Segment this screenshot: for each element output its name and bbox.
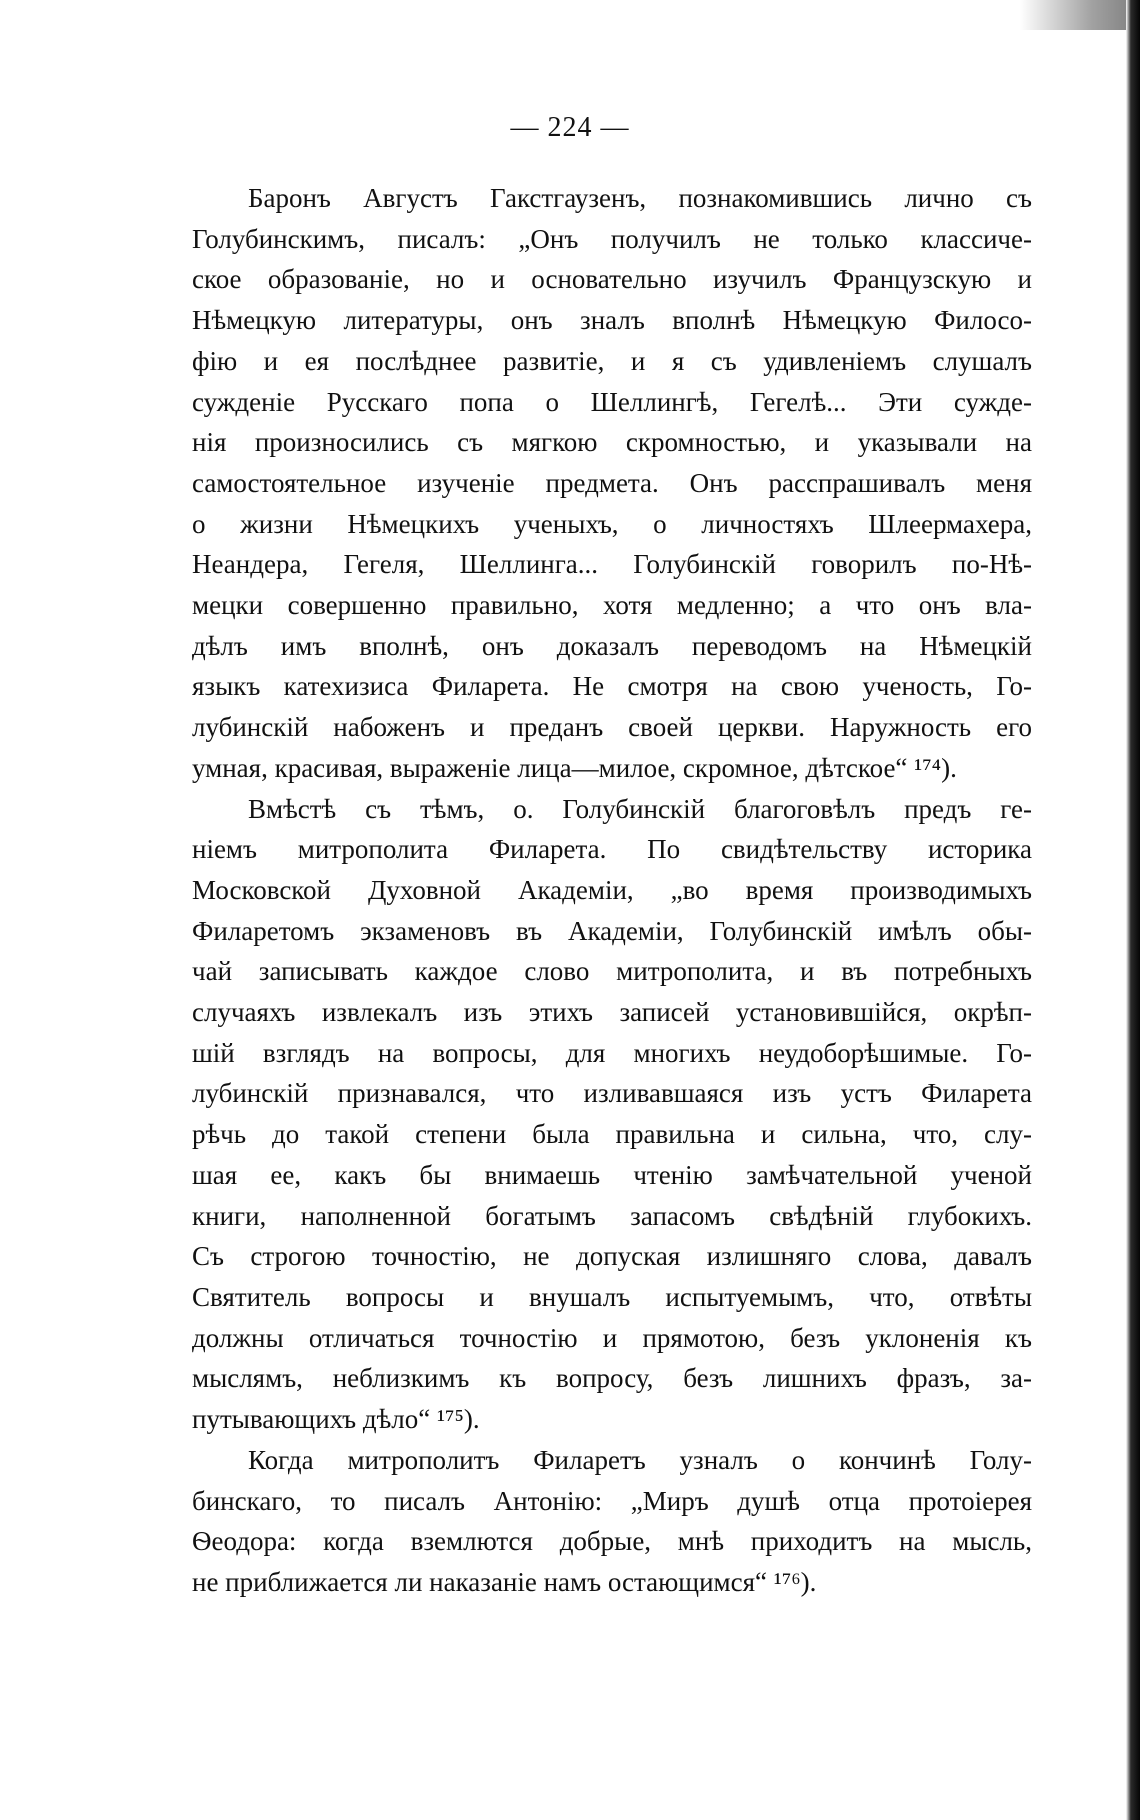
text-line: не приближается ли наказаніе намъ остающимся“ ¹⁷⁶). xyxy=(192,1566,817,1597)
text-line: Московской Духовной Академіи, „во время производимыхъ xyxy=(192,874,1032,905)
text-line: умная, красивая, выраженіе лица—милое, скромное, дѣтское“ ¹⁷⁴). xyxy=(192,752,957,783)
text-line: фію и ея послѣднее развитіе, и я съ удивленіемъ слушалъ xyxy=(192,345,1032,376)
page-number: — 224 — xyxy=(510,112,630,143)
text-line: Нѣмецкую литературы, онъ зналъ вполнѣ Нѣмецкую Филосо- xyxy=(192,305,1032,336)
text-line: рѣчь до такой степени была правильна и сильна, что, слу- xyxy=(192,1119,1032,1150)
text-line: Филаретомъ экзаменовъ въ Академіи, Голубинскій имѣлъ обы- xyxy=(192,915,1032,946)
text-line: самостоятельное изученіе предмета. Онъ расспрашивалъ меня xyxy=(192,467,1032,498)
text-line: случаяхъ извлекалъ изъ этихъ записей установившійся, окрѣп- xyxy=(192,997,1032,1028)
scan-binding-edge xyxy=(1126,0,1140,1820)
text-line: Когда митрополитъ Филаретъ узналъ о кончинѣ Голу- xyxy=(248,1444,1032,1475)
text-line: мыслямъ, неблизкимъ къ вопросу, безъ лишнихъ фразъ, за- xyxy=(192,1363,1032,1394)
text-line: о жизни Нѣмецкихъ ученыхъ, о личностяхъ Шлеермахера, xyxy=(192,508,1032,539)
text-line: должны отличаться точностію и прямотою, безъ уклоненія къ xyxy=(192,1322,1032,1353)
text-line: Святитель вопросы и внушалъ испытуемымъ, что, отвѣты xyxy=(192,1281,1032,1312)
text-line: книги, наполненной богатымъ запасомъ свѣдѣній глубокихъ. xyxy=(192,1200,1032,1231)
text-line: языкъ катехизиса Филарета. Не смотря на свою ученость, Го- xyxy=(192,671,1032,702)
text-line: ское образованіе, но и основательно изучилъ Французскую и xyxy=(192,264,1032,295)
text-line: Голубинскимъ, писалъ: „Онъ получилъ не только классиче- xyxy=(192,223,1032,254)
text-line: лубинскій признавался, что изливавшаяся изъ устъ Филарета xyxy=(192,1078,1032,1109)
paragraph xyxy=(192,789,1032,1440)
text-line: ніемъ митрополита Филарета. По свидѣтельству историка xyxy=(192,834,1032,865)
paragraph xyxy=(192,1440,1032,1603)
text-line: мецки совершенно правильно, хотя медленно; а что онъ вла- xyxy=(192,590,1032,621)
text-line: шая ее, какъ бы внимаешь чтенію замѣчательной ученой xyxy=(192,1159,1032,1190)
text-line: бинскаго, то писалъ Антонію: „Миръ душѣ отца протоіерея xyxy=(192,1485,1032,1516)
text-line: лубинскій набоженъ и преданъ своей церкви. Наружность его xyxy=(192,712,1032,743)
text-line: Неандера, Гегеля, Шеллинга... Голубинскій говорилъ по-Нѣ- xyxy=(192,549,1032,580)
text-line: нія произносились съ мягкою скромностью, и указывали на xyxy=(192,427,1032,458)
text-line: Ѳеодора: когда вземлются добрые, мнѣ приходитъ на мысль, xyxy=(192,1526,1032,1557)
text-line: путывающихъ дѣло“ ¹⁷⁵). xyxy=(192,1404,480,1435)
scan-edge-smudge xyxy=(1020,0,1140,30)
text-line: сужденіе Русскаго попа о Шеллингѣ, Гегелѣ... Эти сужде- xyxy=(192,386,1032,417)
paragraph xyxy=(192,178,1032,789)
text-line: Съ строгою точностію, не допуская излишняго слова, давалъ xyxy=(192,1241,1032,1272)
text-line: Баронъ Августъ Гакстгаузенъ, познакомившись лично съ xyxy=(248,183,1032,213)
text-line: шій взглядъ на вопросы, для многихъ неудоборѣшимые. Го- xyxy=(192,1037,1032,1068)
text-line: дѣлъ имъ вполнѣ, онъ доказалъ переводомъ на Нѣмецкій xyxy=(192,630,1032,661)
text-line: чай записывать каждое слово митрополита, и въ потребныхъ xyxy=(192,956,1032,987)
text-line: Вмѣстѣ съ тѣмъ, о. Голубинскій благоговѣлъ предъ ге- xyxy=(248,793,1032,824)
body-text xyxy=(192,178,1032,1603)
